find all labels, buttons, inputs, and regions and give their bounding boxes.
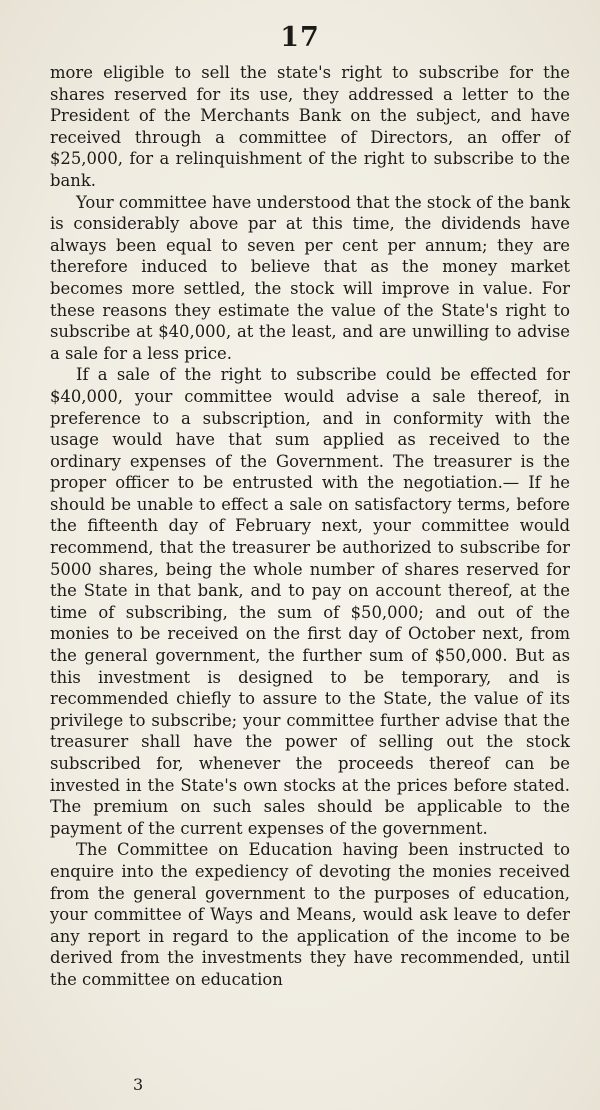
paragraph-sale-recommendation: If a sale of the right to subscribe could be effected for $40,000, your committee would advise a sale thereof, in preference to a subscription, and in conformity with the usage would have that sum applied as received to the ordinary expenses of the Government. The treasurer is the proper officer to be entrusted with the negotiation.— If he should be unable to effect a sale on satisfactory terms, before the fifteenth day of February next, your committee would recommend, that the treasurer be authorized to subscribe for 5000 shares, being the whole number of shares reserved for the State in that bank, and to pay on account thereof, at the time of subscribing, the sum of $50,000; and out of the monies to be received on the first day of October next, from the general government, the further sum of $50,000. But as this investment is designed to be temporary, and is recommended chiefly to assure to the State, the value of its privilege to subscribe; your committee further advise that the treasurer shall have the power of selling out the stock subscribed for, whenever the proceeds thereof can be invested in the State's own stocks at the prices before stated. The premium on such sales should be applicable to the payment of the current expenses of the government. xyxy=(50,365,570,838)
body-text xyxy=(50,62,570,991)
signature-mark: 3 xyxy=(133,1075,144,1094)
paragraph-continuation: more eligible to sell the state's right to subscribe for the shares reserved for its use, they addressed a letter to the President of the Merchants Bank on the subject, and have received through a committee of Directors, an offer of $25,000, for a relinquishment of the right to subscribe to the bank. xyxy=(50,63,570,190)
paragraph-education: The Committee on Education having been instructed to enquire into the expediency of devoting the monies received from the general government to the purposes of education, your committee of Ways and Means, would ask leave to defer any report in regard to the application of the income to be derived from the investments they have recommended, until the committee on education xyxy=(50,840,570,989)
page-number: 17 xyxy=(280,22,320,53)
paragraph-stock-valuation: Your committee have understood that the stock of the bank is considerably above par at this time, the dividends have always been equal to seven per cent per annum; they are therefore induced to believe that as the money market becomes more settled, the stock will improve in value. For these reasons they estimate the value of the State's right to subscribe at $40,000, at the least, and are unwilling to advise a sale for a less price. xyxy=(50,192,570,363)
